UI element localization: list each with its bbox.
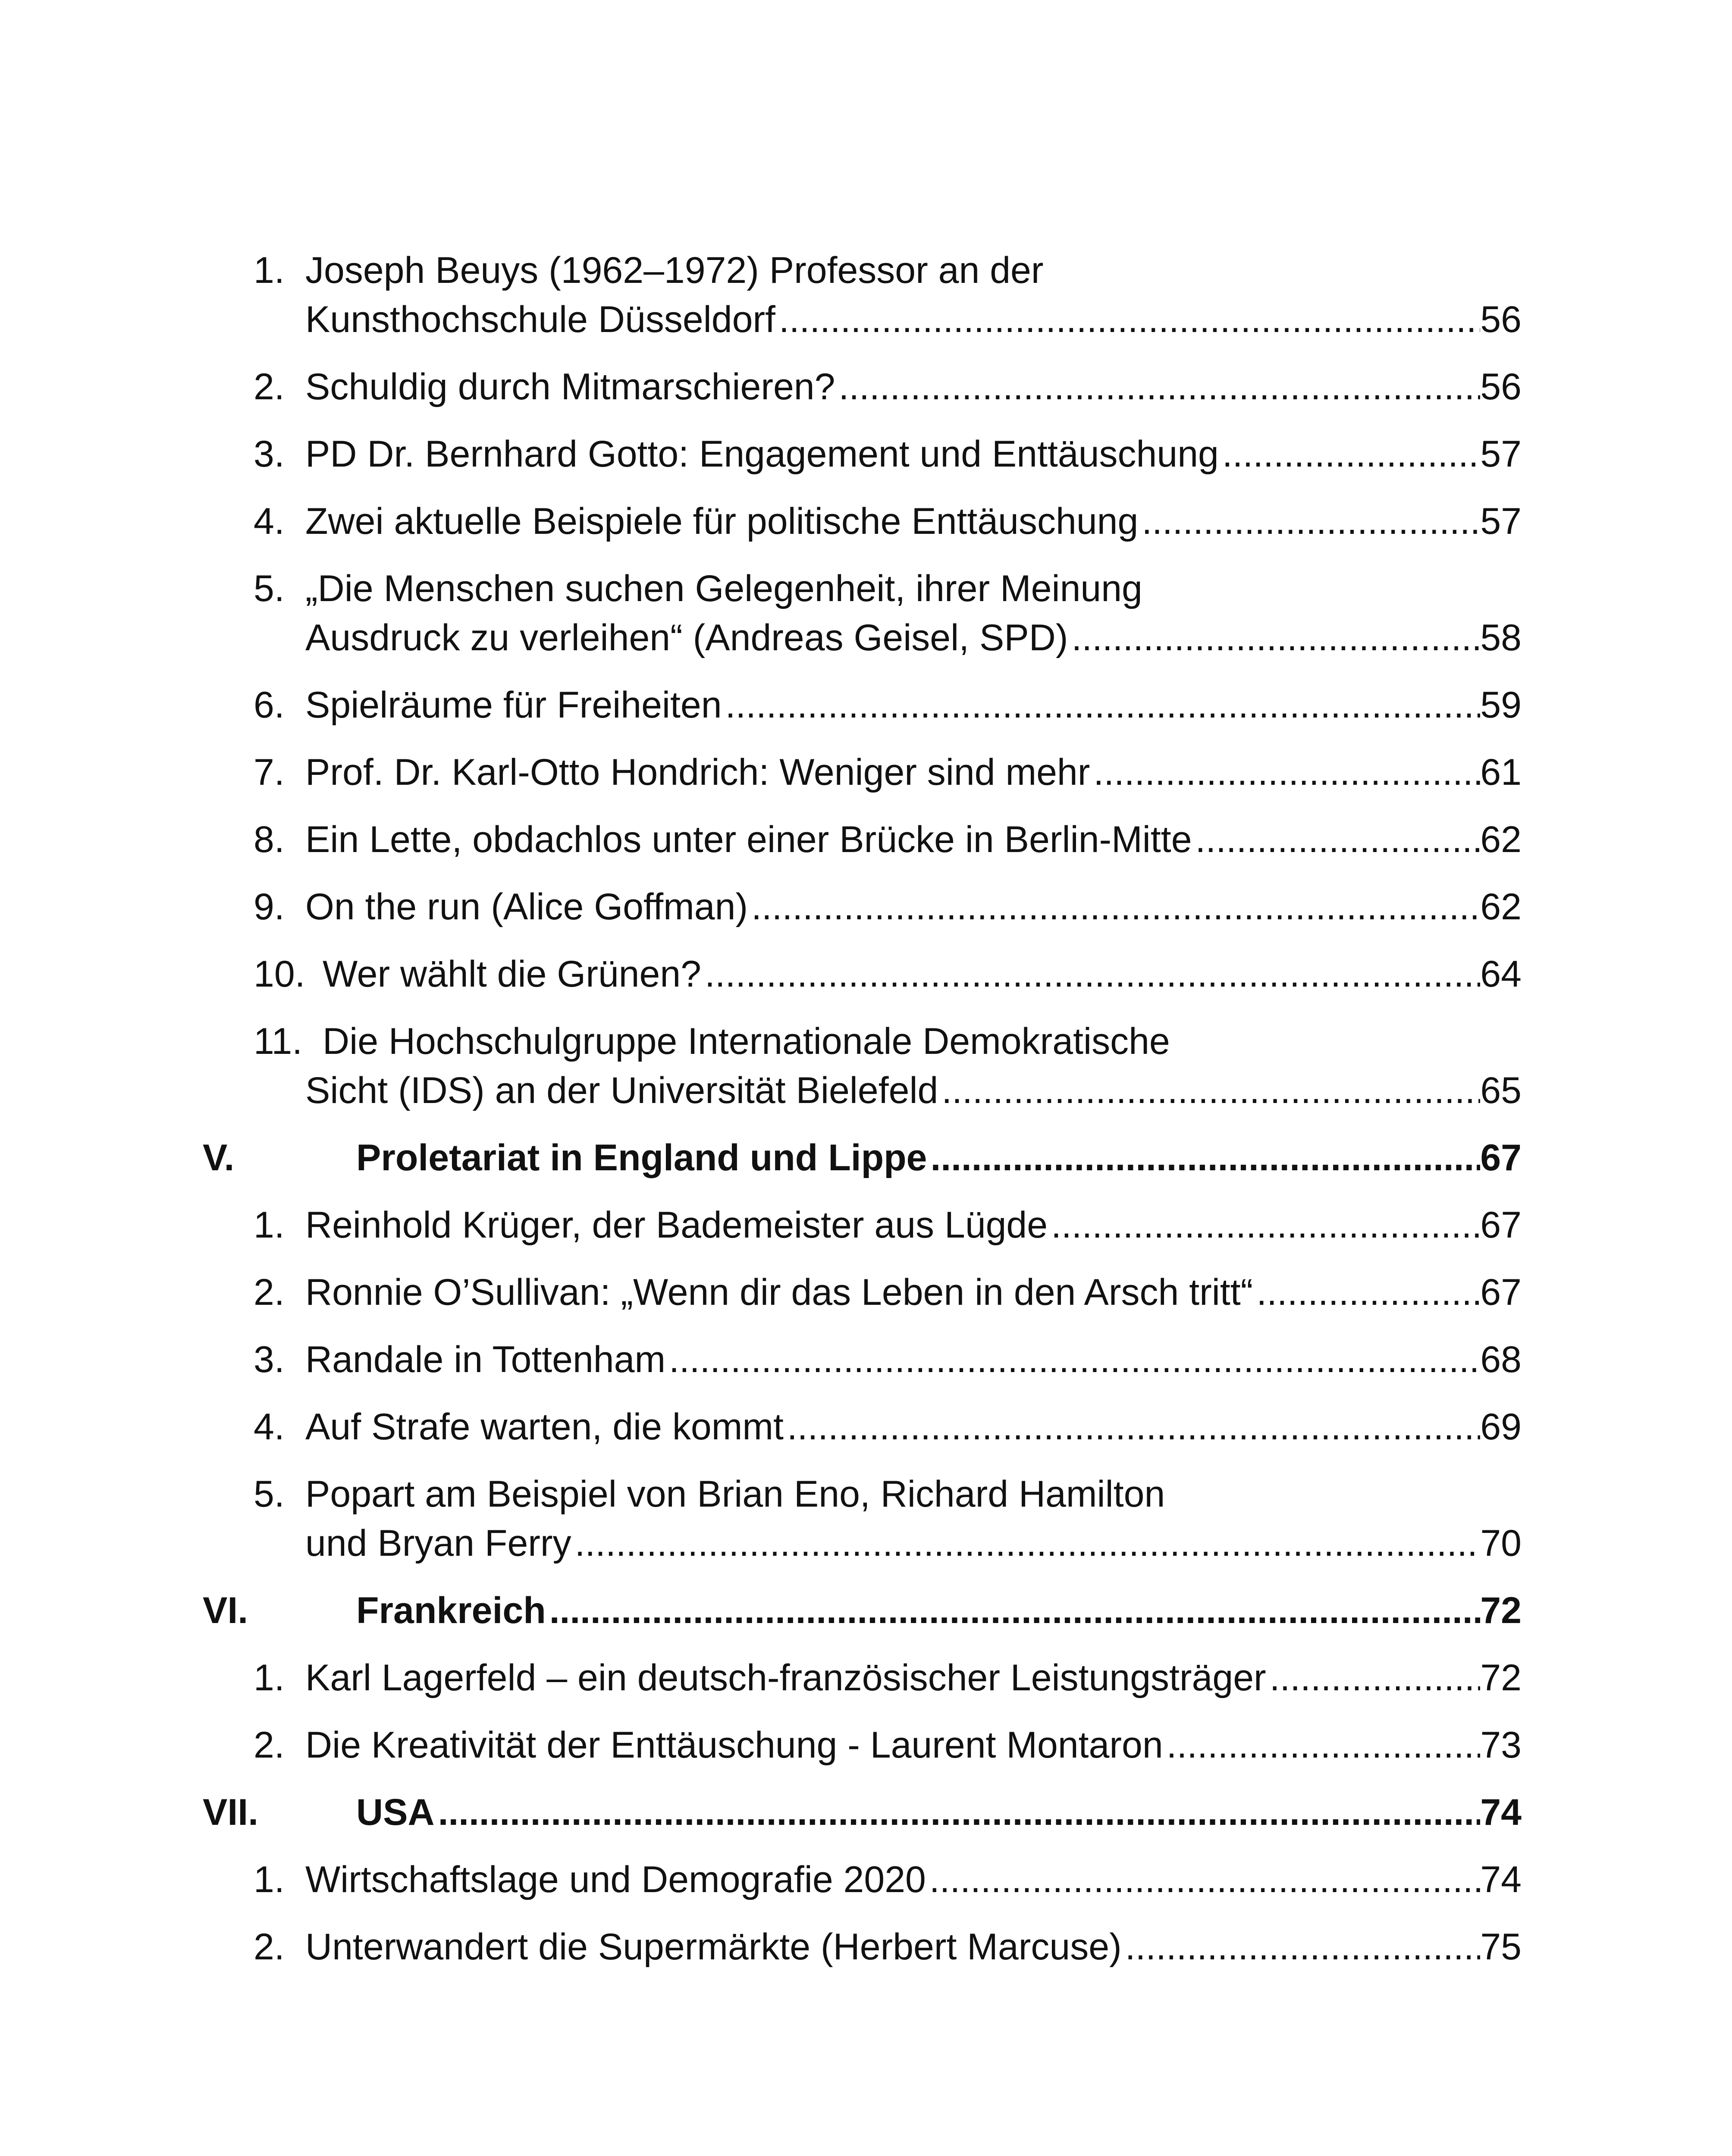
toc-entry [0,950,1732,999]
toc-entry [0,1653,1732,1702]
entry-number: 4. [254,1406,285,1448]
chapter-page-number: 74 [1480,1792,1522,1833]
chapter-page-number: 67 [1480,1137,1522,1178]
dot-leader [665,1335,1480,1384]
chapter-number: VI. [203,1590,248,1631]
entry-page-number: 56 [1480,366,1522,407]
entry-number: 3. [254,1339,285,1380]
toc-entry [0,564,1732,662]
entry-title: Reinhold Krüger, der Bademeister aus Lügde [305,1204,1048,1246]
dot-leader [1219,429,1480,479]
entry-page-number: 58 [1480,617,1522,658]
toc-entry [0,1335,1732,1384]
dot-leader [926,1855,1480,1904]
entry-title: Prof. Dr. Karl-Otto Hondrich: Weniger sind mehr [305,752,1090,793]
toc-chapter-entry [0,1788,1732,1837]
toc-entry [0,1402,1732,1451]
toc-entry [0,1720,1732,1770]
entry-title: Schuldig durch Mitmarschieren? [305,366,835,407]
dot-leader [1122,1922,1481,1971]
dot-leader [1163,1720,1481,1770]
entry-title: Wer wählt die Grünen? [323,953,701,995]
toc-entry [0,1200,1732,1250]
dot-leader [1253,1268,1480,1317]
entry-page-number: 57 [1480,501,1522,542]
entry-page-number: 59 [1480,684,1522,726]
entry-page-number: 67 [1480,1204,1522,1246]
entry-number: 5. [254,568,285,609]
entry-page-number: 68 [1480,1339,1522,1380]
dot-leader [1090,748,1480,797]
entry-number: 8. [254,819,285,860]
chapter-number: VII. [203,1792,259,1833]
entry-number: 2. [254,1926,285,1968]
entry-title: Unterwandert die Supermärkte (Herbert Marcuse) [305,1926,1122,1968]
toc-chapter-entry [0,1586,1732,1635]
entry-title: Kunsthochschule Düsseldorf [305,299,775,340]
entry-title: PD Dr. Bernhard Gotto: Engagement und Enttäuschung [305,433,1219,475]
toc-entry [0,1017,1732,1115]
entry-title: Ein Lette, obdachlos unter einer Brücke in Berlin-Mitte [305,819,1192,860]
entry-number: 1. [254,1859,285,1900]
entry-page-number: 70 [1480,1523,1522,1564]
entry-title: Die Kreativität der Enttäuschung - Laurent Montaron [305,1724,1163,1766]
entry-page-number: 65 [1480,1070,1522,1111]
entry-number: 11. [254,1021,303,1062]
dot-leader [1068,613,1481,662]
entry-number: 2. [254,1272,285,1313]
chapter-title: Frankreich [356,1590,546,1631]
entry-title-line: „Die Menschen suchen Gelegenheit, ihrer Meinung [305,568,1142,609]
entry-page-number: 56 [1480,299,1522,340]
entry-number: 10. [254,953,305,995]
entry-title: Sicht (IDS) an der Universität Bielefeld [305,1070,938,1111]
entry-number: 1. [254,1657,285,1698]
dot-leader [1192,815,1481,864]
dot-leader [748,882,1480,931]
entry-number: 1. [254,250,285,291]
entry-page-number: 67 [1480,1272,1522,1313]
dot-leader [1138,497,1480,546]
entry-title: Randale in Tottenham [305,1339,666,1380]
entry-number: 1. [254,1204,285,1246]
entry-number: 5. [254,1473,285,1515]
entry-title: Karl Lagerfeld – ein deutsch-französischer Leistungsträger [305,1657,1266,1698]
dot-leader [722,680,1481,730]
entry-page-number: 73 [1480,1724,1522,1766]
entry-title: Wirtschaftslage und Demografie 2020 [305,1859,926,1900]
entry-page-number: 74 [1480,1859,1522,1900]
toc-entry [0,680,1732,730]
toc-entry [0,882,1732,931]
entry-page-number: 69 [1480,1406,1522,1448]
entry-title-line: Joseph Beuys (1962–1972) Professor an der [305,250,1044,291]
entry-title: und Bryan Ferry [305,1523,571,1564]
dot-leader [835,362,1480,411]
dot-leader [1048,1200,1480,1250]
toc-entry [0,362,1732,411]
entry-number: 7. [254,752,285,793]
toc-entry [0,815,1732,864]
chapter-page-number: 72 [1480,1590,1522,1631]
entry-title: Auf Strafe warten, die kommt [305,1406,784,1448]
toc-chapter-entry [0,1133,1732,1182]
chapter-number: V. [203,1137,235,1178]
entry-title: Spielräume für Freiheiten [305,684,722,726]
entry-page-number: 61 [1480,752,1522,793]
toc-entry [0,246,1732,344]
toc-entry [0,1855,1732,1904]
entry-page-number: 64 [1480,953,1522,995]
entry-title-line: Die Hochschulgruppe Internationale Demokratische [323,1021,1170,1062]
dot-leader [435,1788,1481,1837]
entry-number: 9. [254,886,285,928]
entry-number: 3. [254,433,285,475]
dot-leader [701,950,1480,999]
dot-leader [1266,1653,1481,1702]
entry-number: 6. [254,684,285,726]
toc-entry [0,497,1732,546]
toc-entry [0,1268,1732,1317]
dot-leader [571,1519,1481,1568]
toc-entry [0,1470,1732,1568]
dot-leader [775,295,1480,344]
entry-title-line: Popart am Beispiel von Brian Eno, Richard Hamilton [305,1473,1165,1515]
dot-leader [784,1402,1480,1451]
dot-leader [927,1133,1481,1182]
table-of-contents [0,246,1732,1990]
entry-page-number: 62 [1480,819,1522,860]
entry-title: On the run (Alice Goffman) [305,886,748,928]
entry-page-number: 57 [1480,433,1522,475]
entry-title: Zwei aktuelle Beispiele für politische Enttäuschung [305,501,1139,542]
dot-leader [546,1586,1481,1635]
entry-page-number: 75 [1480,1926,1522,1968]
toc-entry [0,748,1732,797]
toc-entry [0,429,1732,479]
dot-leader [938,1066,1480,1115]
chapter-title: USA [356,1792,435,1833]
toc-entry [0,1922,1732,1971]
entry-page-number: 62 [1480,886,1522,928]
chapter-title: Proletariat in England und Lippe [356,1137,927,1178]
entry-page-number: 72 [1480,1657,1522,1698]
entry-title: Ausdruck zu verleihen“ (Andreas Geisel, SPD) [305,617,1068,658]
entry-number: 2. [254,366,285,407]
entry-title: Ronnie O’Sullivan: „Wenn dir das Leben in den Arsch tritt“ [305,1272,1253,1313]
entry-number: 4. [254,501,285,542]
entry-number: 2. [254,1724,285,1766]
